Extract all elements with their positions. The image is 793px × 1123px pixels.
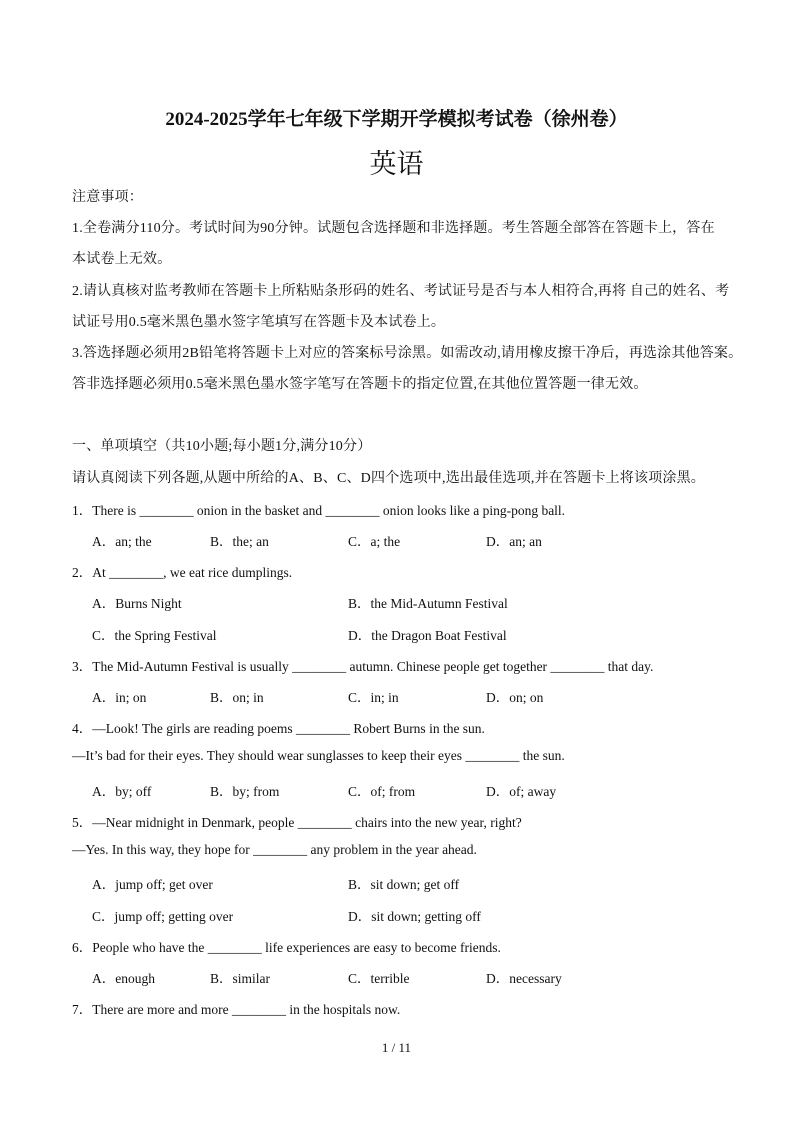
question-2-option-c: C．the Spring Festival [92,628,217,643]
question-6-stem: 6．People who have the ________ life experiences are easy to become friends. [72,940,501,955]
question-5-option-a: A．jump off; get over [92,877,213,892]
question-6-option-c: C．terrible [348,971,410,986]
question-2-option-d: D．the Dragon Boat Festival [348,628,507,643]
question-1-option-a: A．an; the [92,534,152,549]
question-5-option-b: B．sit down; get off [348,877,460,892]
question-2-stem: 2．At ________, we eat rice dumplings. [72,565,293,580]
question-1-stem: 1．There is ________ onion in the basket and ________ onion looks like a ping-pong ball. [72,503,566,518]
note-line-3: 2.请认真核对监考教师在答题卡上所粘贴条形码的姓名、考试证号是否与本人相符合,再将 自己的姓名、考 [72,284,730,299]
question-1-option-c: C．a; the [348,534,401,549]
question-3-option-a: A．in; on [92,690,147,705]
note-line-2: 本试卷上无效。 [72,252,172,267]
subject-title: 英语 [369,149,424,179]
question-4-option-b: B．by; from [210,784,280,799]
question-3-stem: 3．The Mid-Autumn Festival is usually ________ autumn. Chinese people get together ________ that day. [72,659,654,674]
question-5-stem-reply: —Yes. In this way, they hope for ________ any problem in the year ahead. [72,842,477,857]
question-6-option-b: B．similar [210,971,270,986]
section-instruction: 请认真阅读下列各题,从题中所给的A、B、C、D四个选项中,选出最佳选项,并在答题卡上将该项涂黑。 [72,471,705,486]
exam-title: 2024-2025学年七年级下学期开学模拟考试卷（徐州卷） [165,109,628,130]
question-7-stem: 7．There are more and more ________ in the hospitals now. [72,1002,401,1017]
note-line-6: 答非选择题必须用0.5毫米黑色墨水签字笔写在答题卡的指定位置,在其他位置答题一律无效。 [72,377,648,392]
question-2-option-b: B．the Mid-Autumn Festival [348,596,508,611]
note-line-5: 3.答选择题必须用2B铅笔将答题卡上对应的答案标号涂黑。如需改动,请用橡皮擦干净后，再选涂其他答案。 [72,346,743,361]
notes-heading: 注意事项： [72,190,143,205]
question-4-stem-reply: —It’s bad for their eyes. They should wear sunglasses to keep their eyes ________ the sun. [72,748,565,763]
question-6-option-d: D．necessary [486,971,562,986]
question-3-option-b: B．on; in [210,690,264,705]
question-5-option-c: C．jump off; getting over [92,909,234,924]
question-6-option-a: A．enough [92,971,155,986]
question-3-option-c: C．in; in [348,690,399,705]
note-line-4: 试证号用0.5毫米黑色墨水签字笔填写在答题卡及本试卷上。 [72,315,446,330]
question-4-stem: 4．—Look! The girls are reading poems ________ Robert Burns in the sun. [72,721,485,736]
question-4-option-a: A．by; off [92,784,152,799]
question-2-option-a: A．Burns Night [92,596,182,611]
page-number: 1 / 11 [381,1040,412,1055]
section-heading: 一、单项填空（共10小题;每小题1分,满分10分） [72,439,372,454]
question-4-option-c: C．of; from [348,784,416,799]
question-5-option-d: D．sit down; getting off [348,909,481,924]
note-line-1: 1.全卷满分110分。考试时间为90分钟。试题包含选择题和非选择题。考生答题全部答在答题卡上，答在 [72,221,715,236]
question-1-option-d: D．an; an [486,534,542,549]
question-5-stem: 5．—Near midnight in Denmark, people ________ chairs into the new year, right? [72,815,522,830]
question-1-option-b: B．the; an [210,534,269,549]
question-4-option-d: D．of; away [486,784,557,799]
question-3-option-d: D．on; on [486,690,544,705]
